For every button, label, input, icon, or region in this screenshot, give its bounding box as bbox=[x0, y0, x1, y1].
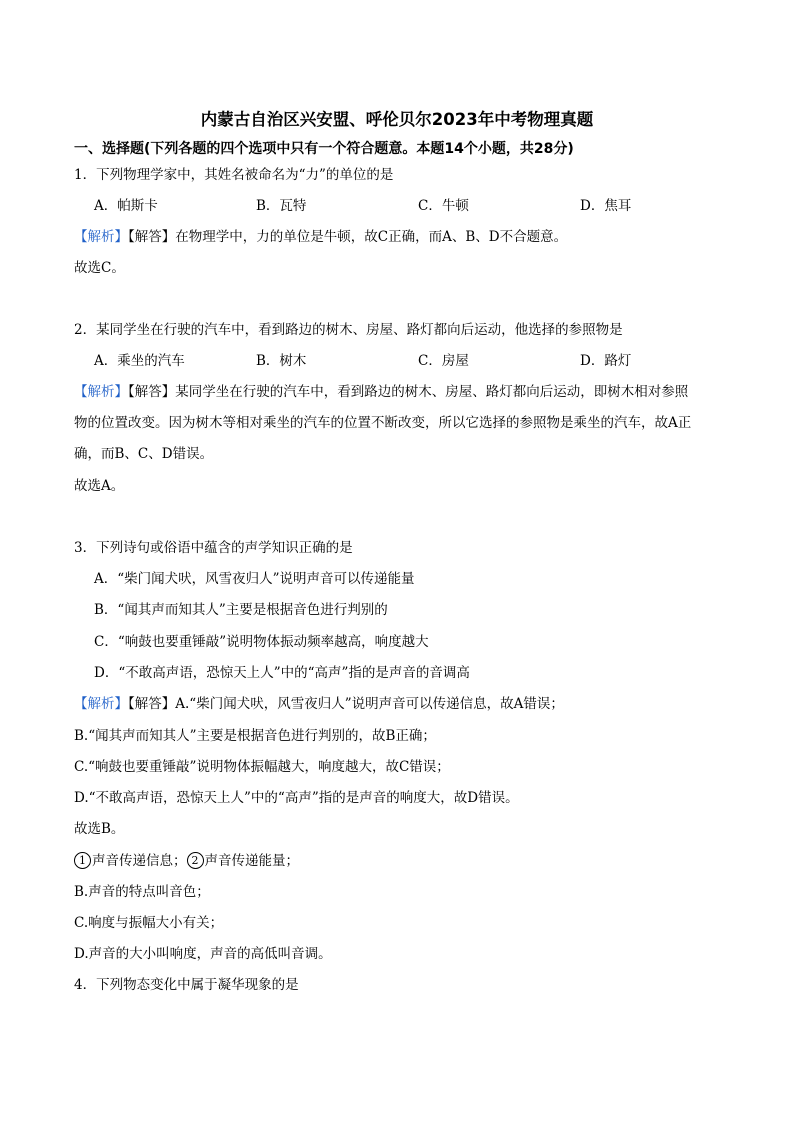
question-1-option-c: C．牛顿 bbox=[418, 198, 469, 214]
question-3-option-a: A．“柴门闻犬吠，风雪夜归人”说明声音可以传递能量 bbox=[94, 571, 415, 587]
question-1-analysis: 【解析】【解答】在物理学中，力的单位是牛顿，故C正确，而A、B、D不合题意。 bbox=[74, 229, 568, 245]
question-1-option-d: D．焦耳 bbox=[580, 198, 632, 214]
question-3-note-line-2: B.声音的特点叫音色； bbox=[74, 884, 210, 900]
page-title: 内蒙古自治区兴安盟、呼伦贝尔2023年中考物理真题 bbox=[200, 110, 594, 129]
question-2-analysis-line-2: 物的位置改变。因为树木等相对乘坐的汽车的位置不断改变，所以它选择的参照物是乘坐的汽车，故A正 bbox=[74, 415, 692, 431]
circled-number-1: 1 bbox=[74, 852, 91, 869]
question-2-option-b: B．树木 bbox=[256, 353, 307, 369]
question-3-answer: 故选B。 bbox=[74, 821, 125, 837]
question-2-answer: 故选A。 bbox=[74, 478, 125, 494]
question-3-option-c: C．“响鼓也要重锤敲”说明物体振动频率越高，响度越大 bbox=[94, 634, 429, 650]
question-3-analysis-line-4: D.“不敢高声语，恐惊天上人”中的“高声”指的是声音的响度大，故D错误。 bbox=[74, 790, 519, 806]
question-2-option-a: A．乘坐的汽车 bbox=[94, 353, 185, 369]
analysis-tag: 【解析】 bbox=[74, 384, 128, 400]
question-3-analysis-line-3: C.“响鼓也要重锤敲”说明物体振幅越大，响度越大，故C错误； bbox=[74, 759, 450, 775]
question-1-option-b: B．瓦特 bbox=[256, 198, 307, 214]
question-2-analysis-line-3: 确，而B、C、D错误。 bbox=[74, 446, 214, 462]
analysis-tag: 【解析】 bbox=[74, 696, 128, 712]
question-1-stem: 1．下列物理学家中，其姓名被命名为“力”的单位的是 bbox=[74, 167, 394, 183]
question-3-option-d: D．“不敢高声语，恐惊天上人”中的“高声”指的是声音的音调高 bbox=[94, 665, 470, 681]
question-2-option-d: D．路灯 bbox=[580, 353, 632, 369]
question-2-option-c: C．房屋 bbox=[418, 353, 469, 369]
question-3-option-b: B．“闻其声而知其人”主要是根据音色进行判别的 bbox=[94, 602, 388, 618]
question-3-analysis-line-1: 【解析】【解答】A.“柴门闻犬吠，风雪夜归人”说明声音可以传递信息，故A错误； bbox=[74, 696, 564, 712]
question-3-note-line-3: C.响度与振幅大小有关； bbox=[74, 915, 224, 931]
question-1-answer: 故选C。 bbox=[74, 260, 125, 276]
question-3-note-line-1: 1 声音传递信息； 2 声音传递能量； bbox=[74, 851, 754, 871]
question-3-stem: 3．下列诗句或俗语中蕴含的声学知识正确的是 bbox=[74, 540, 353, 556]
question-2-stem: 2．某同学坐在行驶的汽车中，看到路边的树木、房屋、路灯都向后运动，他选择的参照物是 bbox=[74, 322, 623, 338]
question-2-analysis-line-1: 【解析】【解答】某同学坐在行驶的汽车中，看到路边的树木、房屋、路灯都向后运动，即树木相对参照 bbox=[74, 384, 689, 400]
question-3-note-line-4: D.声音的大小叫响度，声音的高低叫音调。 bbox=[74, 946, 332, 962]
question-1-option-a: A．帕斯卡 bbox=[94, 198, 158, 214]
section-heading: 一、选择题(下列各题的四个选项中只有一个符合题意。本题14个小题，共28分) bbox=[74, 141, 574, 157]
question-4-stem: 4．下列物态变化中属于凝华现象的是 bbox=[74, 977, 299, 993]
question-3-analysis-line-2: B.“闻其声而知其人”主要是根据音色进行判别的，故B正确； bbox=[74, 728, 436, 744]
analysis-tag: 【解析】 bbox=[74, 229, 128, 245]
circled-number-2: 2 bbox=[187, 852, 204, 869]
